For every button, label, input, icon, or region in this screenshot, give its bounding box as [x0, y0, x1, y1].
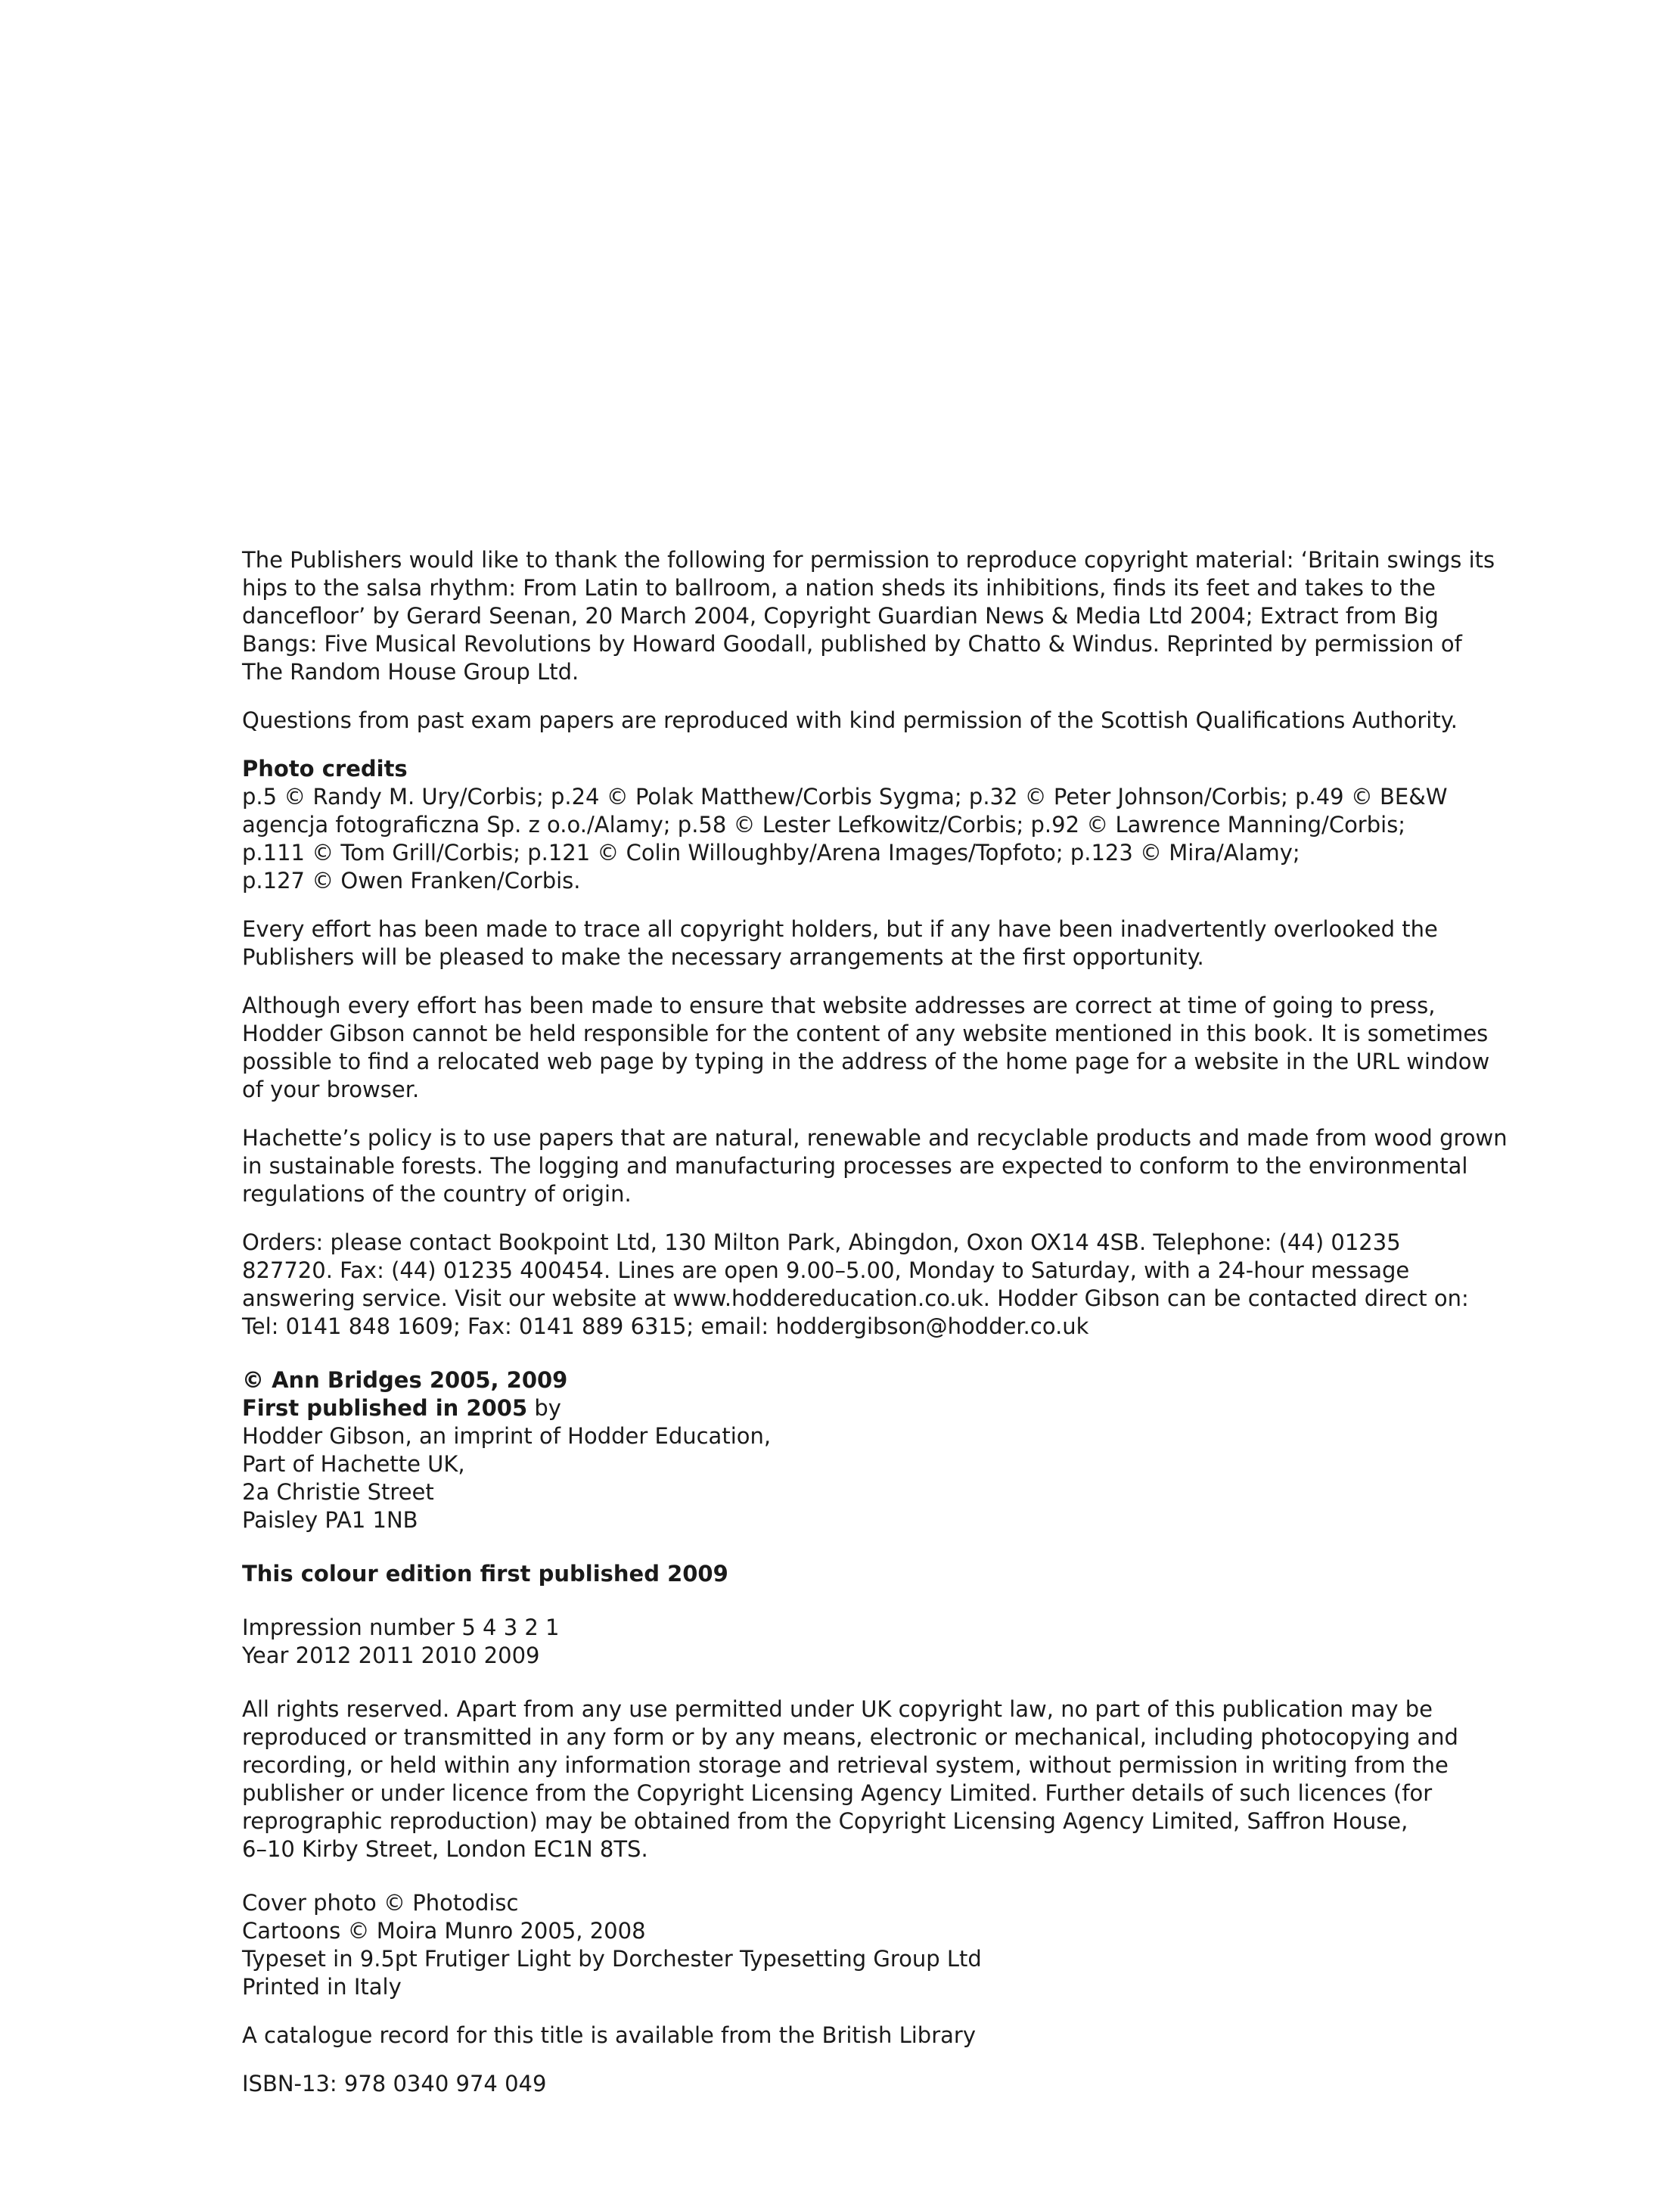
isbn-number: ISBN-13: 978 0340 974 049: [242, 2071, 547, 2096]
text-line: Questions from past exam papers are reproduced with kind permission of the Scottish Qualifications Authority.: [242, 707, 1458, 733]
acknowledgements-paragraph: [242, 546, 1498, 686]
text-line: 827720. Fax: (44) 01235 400454. Lines are open 9.00–5.00, Monday to Saturday, with a 24-hour message: [242, 1257, 1410, 1283]
text-line: Hodder Gibson cannot be held responsible for the content of any website mentioned in this book. It is sometimes: [242, 1021, 1489, 1046]
text-line: possible to find a relocated web page by typing in the address of the home page for a website in the URL window: [242, 1049, 1490, 1074]
catalogue-record: A catalogue record for this title is available from the British Library: [242, 2022, 976, 2048]
photo-credits-section: [242, 755, 1498, 895]
text-line: p.127 © Owen Franken/Corbis.: [242, 868, 581, 894]
photo-credits-heading: Photo credits: [242, 756, 408, 782]
text-line: dancefloor’ by Gerard Seenan, 20 March 2004, Copyright Guardian News & Media Ltd 2004; Extract from Big: [242, 603, 1439, 629]
orders-paragraph: [242, 1229, 1498, 1341]
rights-reserved-paragraph: [242, 1695, 1498, 1863]
text-line: p.5 © Randy M. Ury/Corbis; p.24 © Polak Matthew/Corbis Sygma; p.32 © Peter Johnson/Corbis; p.49 © BE&W: [242, 784, 1448, 810]
publisher-block: [242, 1366, 1498, 1534]
colour-edition-paragraph: [242, 1560, 1498, 1588]
text-line: All rights reserved. Apart from any use permitted under UK copyright law, no part of this publication may be: [242, 1696, 1433, 1722]
imprint-page: [242, 546, 1508, 2118]
text-line: agencja fotograficzna Sp. z o.o./Alamy; p.58 © Lester Lefkowitz/Corbis; p.92 © Lawrence Manning/Corbis;: [242, 812, 1406, 838]
address-line: Hodder Gibson, an imprint of Hodder Education,: [242, 1423, 772, 1449]
impression-number: Impression number 5 4 3 2 1: [242, 1615, 560, 1640]
text-line: recording, or held within any information storage and retrieval system, without permission in writing from the: [242, 1752, 1449, 1778]
impression-paragraph: [242, 1614, 1498, 1670]
text-line: Bangs: Five Musical Revolutions by Howard Goodall, published by Chatto & Windus. Reprinted by permission of: [242, 631, 1462, 657]
text-line: regulations of the country of origin.: [242, 1181, 632, 1207]
website-disclaimer-paragraph: [242, 992, 1498, 1104]
copyright-notice: © Ann Bridges 2005, 2009: [242, 1367, 568, 1393]
text-line: publisher or under licence from the Copyright Licensing Agency Limited. Further details of such licences (for: [242, 1780, 1433, 1806]
address-line: Paisley PA1 1NB: [242, 1507, 418, 1533]
cartoons-credit: Cartoons © Moira Munro 2005, 2008: [242, 1918, 646, 1944]
text-line: hips to the salsa rhythm: From Latin to ballroom, a nation sheds its inhibitions, finds its feet and takes to the: [242, 575, 1436, 601]
text-line: p.111 © Tom Grill/Corbis; p.121 © Colin Willoughby/Arena Images/Topfoto; p.123 © Mira/Alamy;: [242, 840, 1300, 866]
hachette-policy-paragraph: [242, 1124, 1508, 1208]
typeset-credit: Typeset in 9.5pt Frutiger Light by Dorchester Typesetting Group Ltd: [242, 1946, 982, 1972]
address-line: Part of Hachette UK,: [242, 1451, 465, 1477]
text-line: reprographic reproduction) may be obtained from the Copyright Licensing Agency Limited, Saffron House,: [242, 1808, 1408, 1834]
text-line: Orders: please contact Bookpoint Ltd, 130 Milton Park, Abingdon, Oxon OX14 4SB. Telephone: (44) 01235: [242, 1229, 1401, 1255]
colour-edition-line: This colour edition first published 2009: [242, 1561, 728, 1587]
text-line: 6–10 Kirby Street, London EC1N 8TS.: [242, 1836, 648, 1862]
text-line: Although every effort has been made to ensure that website addresses are correct at time of going to press,: [242, 993, 1436, 1018]
first-published-by: by: [527, 1395, 561, 1421]
every-effort-paragraph: [242, 915, 1498, 971]
text-line: reproduced or transmitted in any form or by any means, electronic or mechanical, including photocopying and: [242, 1724, 1458, 1750]
text-line: answering service. Visit our website at www.hoddereducation.co.uk. Hodder Gibson can be contacted direct on:: [242, 1285, 1469, 1311]
cover-photo-credit: Cover photo © Photodisc: [242, 1890, 519, 1916]
first-published-label: First published in 2005: [242, 1395, 528, 1421]
text-line: in sustainable forests. The logging and manufacturing processes are expected to conform to the environmental: [242, 1153, 1468, 1179]
address-line: 2a Christie Street: [242, 1479, 434, 1505]
text-line: The Random House Group Ltd.: [242, 659, 579, 685]
production-paragraph: [242, 1889, 1498, 2001]
text-line: of your browser.: [242, 1077, 420, 1102]
text-line: Tel: 0141 848 1609; Fax: 0141 889 6315; email: hoddergibson@hodder.co.uk: [242, 1313, 1089, 1339]
catalogue-paragraph: [242, 2022, 1498, 2050]
exam-questions-paragraph: [242, 707, 1498, 735]
isbn-paragraph: [242, 2070, 1498, 2098]
text-line: Every effort has been made to trace all copyright holders, but if any have been inadvertently overlooked the: [242, 916, 1438, 942]
printed-in: Printed in Italy: [242, 1974, 402, 2000]
impression-year: Year 2012 2011 2010 2009: [242, 1643, 540, 1668]
text-line: Publishers will be pleased to make the necessary arrangements at the first opportunity.: [242, 944, 1204, 970]
text-line: The Publishers would like to thank the following for permission to reproduce copyright material: ‘Britain swings its: [242, 547, 1495, 573]
text-line: Hachette’s policy is to use papers that are natural, renewable and recyclable products and made from wood grown: [242, 1125, 1508, 1151]
first-published-line: [242, 1394, 1498, 1422]
